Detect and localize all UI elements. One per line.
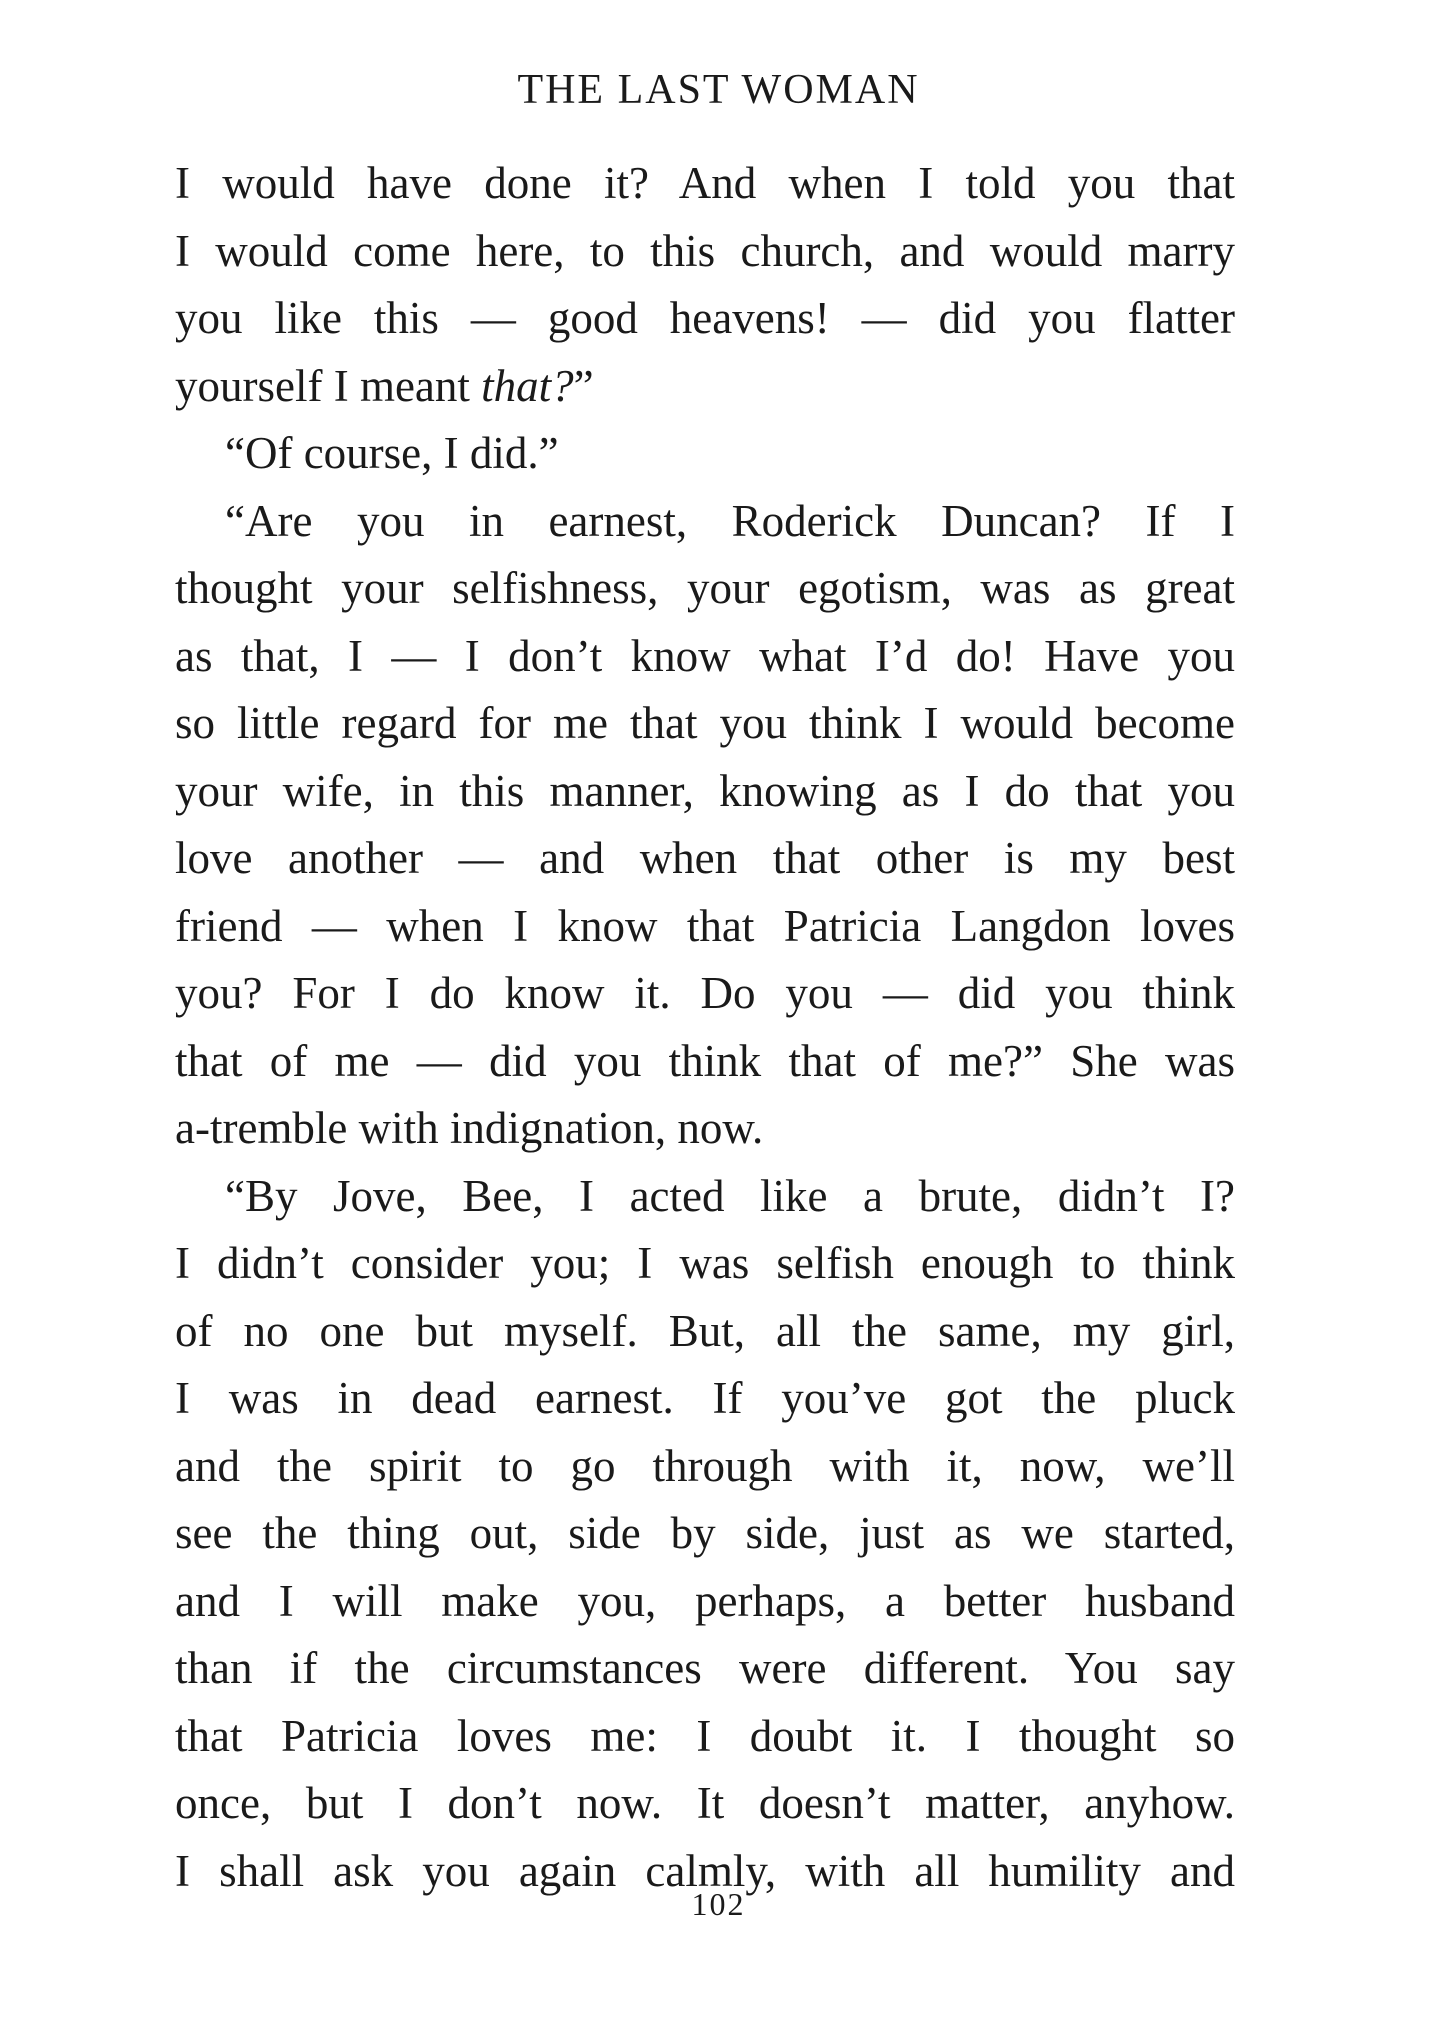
text-line: I would have done it? And when I told you that — [175, 158, 1235, 208]
page-number: 102 — [691, 1886, 746, 1922]
text-line: a-tremble with indignation, now. — [175, 1103, 764, 1153]
text-line: of no one but myself. But, all the same, my girl, — [175, 1305, 1235, 1356]
text-line: thought your selfishness, your egotism, was as great — [175, 563, 1235, 613]
text-line: yourself I meant that?” — [175, 360, 594, 411]
running-head: THE LAST WOMAN — [517, 67, 920, 113]
text-line: than if the circumstances were different. You say — [175, 1643, 1235, 1693]
body-text — [175, 150, 1235, 1905]
text-line: as that, I — I don’t know what I’d do! Have you — [175, 630, 1235, 681]
text-line: you? For I do know it. Do you — did you think — [175, 968, 1235, 1018]
text-line: friend — when I know that Patricia Langdon loves — [175, 900, 1235, 951]
text-line: and the spirit to go through with it, now, we’ll — [175, 1440, 1235, 1491]
text-line: I didn’t consider you; I was selfish enough to think — [175, 1238, 1235, 1288]
text-line: so little regard for me that you think I would become — [175, 698, 1235, 748]
text-line: that of me — did you think that of me?” She was — [175, 1035, 1235, 1086]
text-line: I would come here, to this church, and would marry — [175, 225, 1235, 276]
text-line: that Patricia loves me: I doubt it. I thought so — [175, 1710, 1235, 1761]
text-line: your wife, in this manner, knowing as I do that you — [175, 765, 1235, 816]
text-line: and I will make you, perhaps, a better husband — [175, 1575, 1235, 1626]
text-line: I was in dead earnest. If you’ve got the pluck — [175, 1373, 1235, 1423]
text-line: “By Jove, Bee, I acted like a brute, didn’t I? — [225, 1170, 1235, 1221]
text-line: I shall ask you again calmly, with all humility and — [175, 1845, 1235, 1896]
text-line: love another — and when that other is my best — [175, 833, 1235, 883]
text-line: “Of course, I did.” — [225, 428, 559, 478]
emphasized-word: that? — [481, 360, 574, 411]
text-line: you like this — good heavens! — did you flatter — [175, 293, 1235, 343]
text-line: see the thing out, side by side, just as we started, — [175, 1508, 1235, 1558]
text-line: “Are you in earnest, Roderick Duncan? If I — [225, 495, 1235, 546]
text-line: once, but I don’t now. It doesn’t matter, anyhow. — [175, 1778, 1235, 1828]
